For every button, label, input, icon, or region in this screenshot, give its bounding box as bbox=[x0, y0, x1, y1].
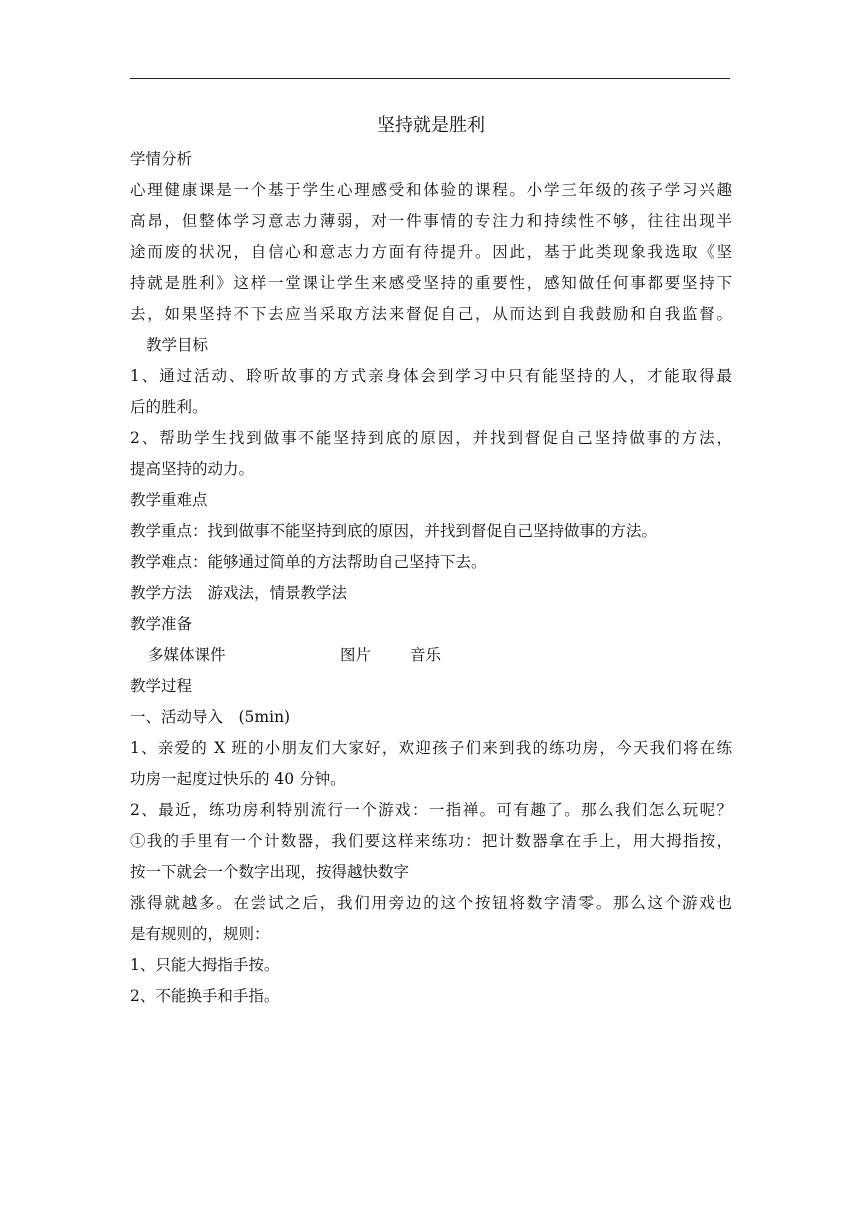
paragraph-line: 高昂，但整体学习意志力薄弱，对一件事情的专注力和持续性不够，往往出现半 bbox=[130, 212, 732, 230]
teaching-methods: 教学方法 游戏法，情景教学法 bbox=[130, 584, 348, 602]
paragraph-line: ①我的手里有一个计数器，我们要这样来练功：把计数器拿在手上，用大拇指按， bbox=[130, 832, 732, 850]
paragraph-line: 功房一起度过快乐的 40 分钟。 bbox=[130, 770, 346, 788]
paragraph-line: 持就是胜利》这样一堂课让学生来感受坚持的重要性，感知做任何事都要坚持下 bbox=[130, 274, 732, 292]
heading-teaching-goals: 教学目标 bbox=[146, 336, 209, 354]
paragraph-line: 2、最近，练功房利特别流行一个游戏：一指禅。可有趣了。那么我们怎么玩呢？ bbox=[130, 801, 732, 819]
difficult-point: 教学难点：能够通过简单的方法帮助自己坚持下去。 bbox=[130, 553, 487, 571]
key-point: 教学重点：找到做事不能坚持到底的原因，并找到督促自己坚持做事的方法。 bbox=[130, 522, 658, 540]
prep-item-multimedia: 多媒体课件 bbox=[148, 646, 226, 664]
heading-teaching-process: 教学过程 bbox=[130, 677, 193, 695]
prep-item-music: 音乐 bbox=[410, 646, 442, 664]
paragraph-line: 途而废的状况，自信心和意志力方面有待提升。因此，基于此类现象我选取《坚 bbox=[130, 243, 732, 261]
document-body bbox=[130, 108, 732, 1012]
goal-item-2: 2、帮助学生找到做事不能坚持到底的原因，并找到督促自己坚持做事的方法， bbox=[130, 429, 732, 447]
paragraph-line: 去，如果坚持不下去应当采取方法来督促自己，从而达到自我鼓励和自我监督。 bbox=[130, 305, 732, 323]
heading-preparation: 教学准备 bbox=[130, 615, 193, 633]
goal-item-1-cont: 后的胜利。 bbox=[130, 398, 208, 416]
paragraph-line: 心理健康课是一个基于学生心理感受和体验的课程。小学三年级的孩子学习兴趣 bbox=[130, 181, 732, 199]
preparation-items bbox=[130, 640, 732, 671]
goal-item-2-cont: 提高坚持的动力。 bbox=[130, 460, 255, 478]
rule-item-1: 1、只能大拇指手按。 bbox=[130, 956, 280, 974]
paragraph-line: 1、亲爱的 X 班的小朋友们大家好，欢迎孩子们来到我的练功房，今天我们将在练 bbox=[130, 739, 732, 757]
heading-learner-analysis: 学情分析 bbox=[130, 150, 193, 168]
goal-item-1: 1、通过活动、聆听故事的方式亲身体会到学习中只有能坚持的人，才能取得最 bbox=[130, 367, 732, 385]
document-title: 坚持就是胜利 bbox=[377, 115, 485, 136]
rule-item-2: 2、不能换手和手指。 bbox=[130, 987, 280, 1005]
paragraph-line: 按一下就会一个数字出现，按得越快数字 bbox=[130, 863, 410, 881]
paragraph-line: 涨得就越多。在尝试之后，我们用旁边的这个按钮将数字清零。那么这个游戏也 bbox=[130, 894, 732, 912]
prep-item-pictures: 图片 bbox=[340, 646, 372, 664]
section-activity-intro: 一、活动导入 (5min) bbox=[130, 708, 291, 726]
paragraph-line: 是有规则的，规则： bbox=[130, 925, 270, 943]
heading-key-points: 教学重难点 bbox=[130, 491, 208, 509]
header-rule bbox=[130, 78, 730, 79]
